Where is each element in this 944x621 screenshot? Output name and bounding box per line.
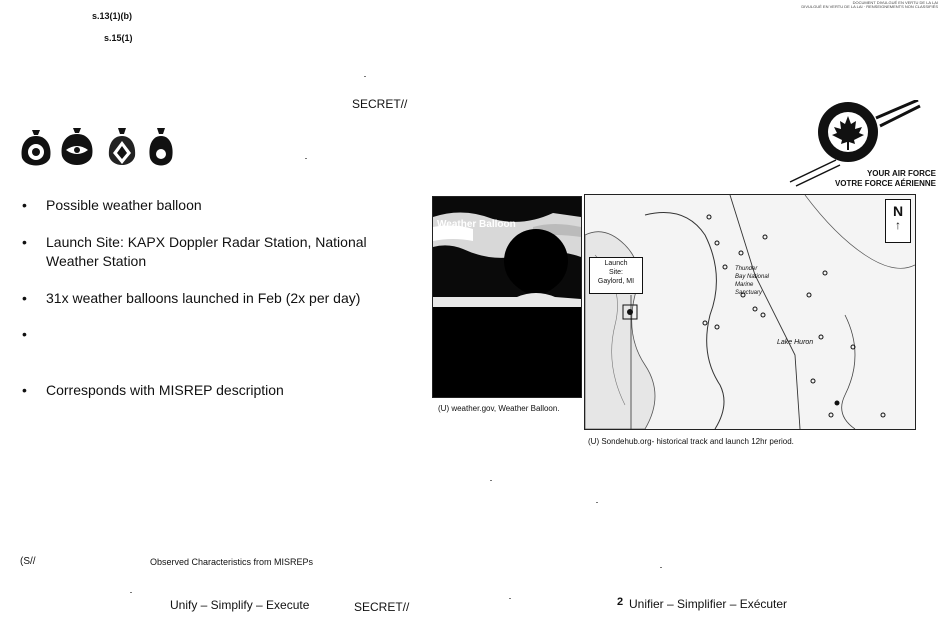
sondehub-map [584,194,916,430]
lake-huron-label: Lake Huron [777,339,814,346]
page-number: 2 [617,596,624,608]
scan-speck [364,76,366,77]
sanctuary-line-4: Sanctuary [735,290,763,296]
marine-sanctuary-label [735,265,769,297]
north-arrow-icon: ↑ [895,218,901,232]
north-label: N [892,203,904,219]
bullet-dot: • [22,290,27,306]
map-image [585,195,915,429]
rcaf-line-fr: VOTRE FORCE AÉRIENNE [834,179,936,188]
sanctuary-line-2: Bay National [735,274,770,280]
motto-english: Unify – Simplify – Execute [170,598,310,612]
rcaf-logo [788,100,938,190]
classification-top: SECRET// [352,97,408,111]
release-stamp-line-1: DOCUMENT DIVULGUÉ EN VERTU DE LA LAI [852,0,938,5]
photo-caption: (U) weather.gov, Weather Balloon. [438,404,560,413]
map-caption: (U) Sondehub.org- historical track and launch 12hr period. [588,437,794,446]
launch-label-line-3: Gaylord, MI [597,278,635,285]
observed-characteristics-label: Observed Characteristics from MISREPs [150,557,314,567]
weather-balloon-photo [432,196,582,398]
scan-speck [660,567,662,568]
crest-badge-2 [58,124,96,172]
crest-badge-1 [18,124,54,172]
rcaf-line-en: YOUR AIR FORCE [866,169,936,178]
exemption-code-1: s.13(1)(b) [92,11,133,21]
sanctuary-line-1: Thunder [735,266,758,272]
scan-speck [490,480,492,481]
bullet-text: Corresponds with MISREP description [46,382,284,398]
scan-speck [130,592,132,593]
footer-classification-prefix: (S// [20,556,36,567]
crest-badge-3 [104,124,140,172]
classification-bottom: SECRET// [354,600,410,614]
bullet-dot: • [22,197,27,213]
bullet-text: Possible weather balloon [46,197,202,213]
scan-speck [305,158,307,159]
motto-french: Unifier – Simplifier – Exécuter [629,597,788,611]
exemption-code-2: s.15(1) [104,33,133,43]
release-stamp-line-2: DIVULGUÉ EN VERTU DE LA LAI · RENSEIGNEMENTS NON CLASSIFIÉS [801,4,938,9]
north-arrow [885,199,911,243]
bullet-text: 31x weather balloons launched in Feb (2x per day) [46,290,361,306]
launch-label-line-1: Launch [604,260,628,267]
scan-speck [509,598,511,599]
crest-badge-4 [146,124,176,172]
bullet-dot: • [22,326,27,342]
bullet-dot: • [22,382,27,398]
launch-label-line-2: Site: [608,269,623,276]
bullet-dot: • [22,234,27,250]
photo-overlay-text: Weather Balloon [437,219,516,230]
scan-speck [596,502,598,503]
bullet-text: Launch Site: KAPX Doppler Radar Station, National Weather Station [46,234,367,269]
sanctuary-line-3: Marine [735,282,754,288]
launch-site-label [589,257,643,294]
